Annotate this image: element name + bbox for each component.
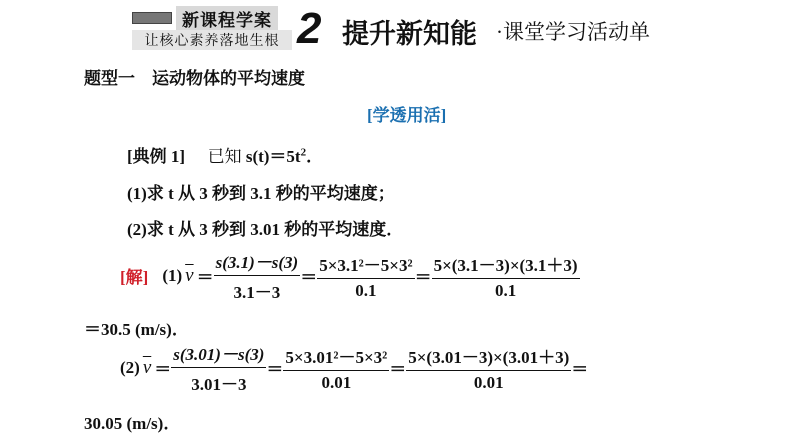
fraction-denominator: 0.01 — [321, 372, 352, 392]
solution-row-1 — [120, 248, 580, 303]
fraction-denominator: 3.01－3 — [191, 375, 247, 394]
badge-bottom-text: 让核心素养落地生根 — [132, 30, 292, 50]
fraction-numerator: s(3.01)－s(3) — [171, 340, 266, 368]
solution-row-2 — [120, 340, 588, 395]
example-given-prefix: 已知 — [207, 147, 242, 166]
equals-sign: ＝ — [266, 360, 284, 379]
question-2: (2)求 t 从 3 秒到 3.01 秒的平均速度． — [127, 220, 404, 239]
header-subtitle: ·课堂学习活动单 — [496, 20, 650, 44]
fraction — [283, 343, 389, 393]
tag-label: [学透用活] — [367, 106, 447, 125]
section-title: 题型一 运动物体的平均速度 — [84, 69, 305, 88]
fraction-numerator: 5×3.1²－5×3² — [317, 251, 414, 279]
example-line: [典例 1] 已知 $s(t)=5t^2$． — [127, 146, 324, 166]
equals-sign: ＝ — [154, 360, 172, 379]
equals-sign: ＝ — [571, 360, 589, 379]
fraction-numerator: 5×3.01²－5×3² — [283, 343, 389, 371]
equals-sign: ＝ — [300, 268, 318, 287]
badge-top-text: 新课程学案 — [176, 6, 278, 31]
part2-result: 30.05 (m/s)． — [84, 414, 181, 433]
fraction-denominator: 0.1 — [355, 280, 377, 300]
fraction — [317, 251, 414, 301]
fraction-denominator: 0.01 — [473, 372, 504, 392]
example-given-func: s(t)＝5t — [245, 147, 301, 166]
average-velocity-symbol: $\overline{v}$ — [185, 264, 194, 286]
fraction-denominator: 0.1 — [494, 280, 517, 300]
fraction — [171, 340, 266, 395]
question-1: (1)求 t 从 3 秒到 3.1 秒的平均速度； — [127, 184, 395, 203]
equals-sign: ＝ — [196, 268, 214, 287]
badge-bar-decoration — [132, 12, 172, 24]
fraction-denominator: 3.1－3 — [233, 283, 281, 302]
badge-top-row — [132, 8, 292, 28]
equals-sign: ＝ — [414, 268, 432, 287]
fraction — [432, 251, 580, 301]
header-badge — [132, 8, 292, 52]
section-number: 2 — [297, 4, 322, 53]
fraction — [406, 343, 571, 393]
part2-prefix: (2) — [120, 357, 140, 377]
fraction — [214, 248, 301, 303]
average-velocity-symbol: $\overline{v}$ — [142, 356, 152, 378]
example-label: [典例 1] — [127, 147, 186, 166]
fraction-numerator: s(3.1)－s(3) — [214, 248, 301, 276]
solution-label: [解] — [120, 268, 149, 287]
fraction-numerator: 5×(3.1－3)×(3.1＋3) — [432, 251, 580, 279]
header-title: 提升新知能 — [342, 19, 477, 49]
equals-sign: ＝ — [389, 360, 407, 379]
part1-prefix: (1) — [162, 265, 183, 285]
fraction-numerator: 5×(3.01－3)×(3.01＋3) — [406, 343, 571, 371]
part1-result: ＝30.5 (m/s)． — [84, 320, 189, 339]
